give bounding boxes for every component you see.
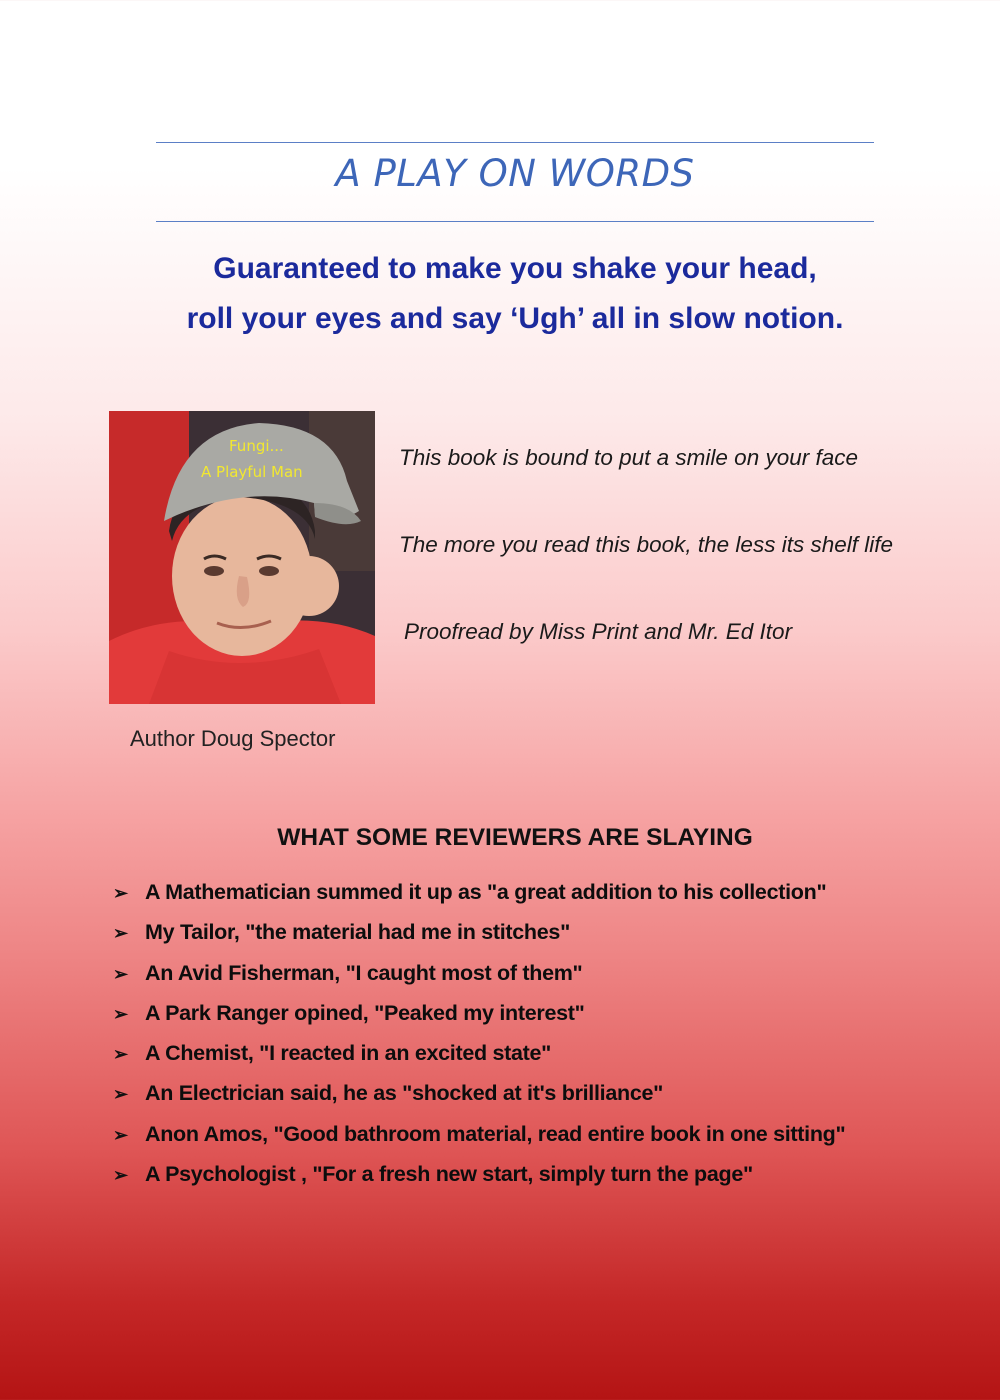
title-bottom-rule <box>156 221 874 222</box>
review-text: A Psychologist , "For a fresh new start, simply turn the page" <box>145 1162 753 1187</box>
reviews-list <box>113 872 845 1194</box>
review-text: An Electrician said, he as "shocked at it's brilliance" <box>145 1081 664 1106</box>
review-text: A Mathematician summed it up as "a great addition to his collection" <box>145 880 827 904</box>
cap-text-line-2: A Playful Man <box>201 463 303 481</box>
reviews-heading: WHAT SOME REVIEWERS ARE SLAYING <box>277 824 753 851</box>
review-item <box>113 953 845 993</box>
arrow-bullet-icon: ➢ <box>113 1124 128 1145</box>
cap-text-line-1: Fungi... <box>229 437 284 455</box>
arrow-bullet-icon: ➢ <box>113 963 128 984</box>
page-title: A PLAY ON WORDS <box>335 152 695 195</box>
author-caption: Author Doug Spector <box>130 726 336 751</box>
arrow-bullet-icon: ➢ <box>113 1084 128 1105</box>
tagline-line-1: Guaranteed to make you shake your head, <box>213 252 817 285</box>
blurb-smile: This book is bound to put a smile on your face <box>399 445 859 470</box>
review-text: A Chemist, "I reacted in an excited state" <box>145 1041 552 1066</box>
review-text: My Tailor, "the material had me in stitches" <box>145 920 570 945</box>
arrow-bullet-icon: ➢ <box>113 923 128 944</box>
blurb-shelf-life: The more you read this book, the less its shelf life <box>399 532 893 557</box>
review-text: Anon Amos, "Good bathroom material, read entire book in one sitting" <box>145 1121 846 1146</box>
review-item <box>113 1073 845 1113</box>
arrow-bullet-icon: ➢ <box>113 1003 128 1024</box>
review-item <box>113 993 845 1033</box>
author-photo <box>109 411 375 704</box>
arrow-bullet-icon: ➢ <box>113 1044 128 1065</box>
review-item <box>113 1033 845 1073</box>
review-item <box>113 1154 845 1194</box>
tagline <box>0 244 1000 344</box>
title-top-rule <box>156 142 874 143</box>
arrow-bullet-icon: ➢ <box>113 883 128 903</box>
tagline-line-2: roll your eyes and say ‘Ugh’ all in slow notion. <box>186 302 844 335</box>
blurb-proofread: Proofread by Miss Print and Mr. Ed Itor <box>404 619 793 644</box>
arrow-bullet-icon: ➢ <box>113 1165 128 1186</box>
review-text: A Park Ranger opined, "Peaked my interest" <box>145 1000 585 1025</box>
review-text: An Avid Fisherman, "I caught most of them" <box>145 960 583 985</box>
review-item <box>113 1114 845 1154</box>
review-item <box>113 912 845 952</box>
review-item <box>113 872 845 912</box>
